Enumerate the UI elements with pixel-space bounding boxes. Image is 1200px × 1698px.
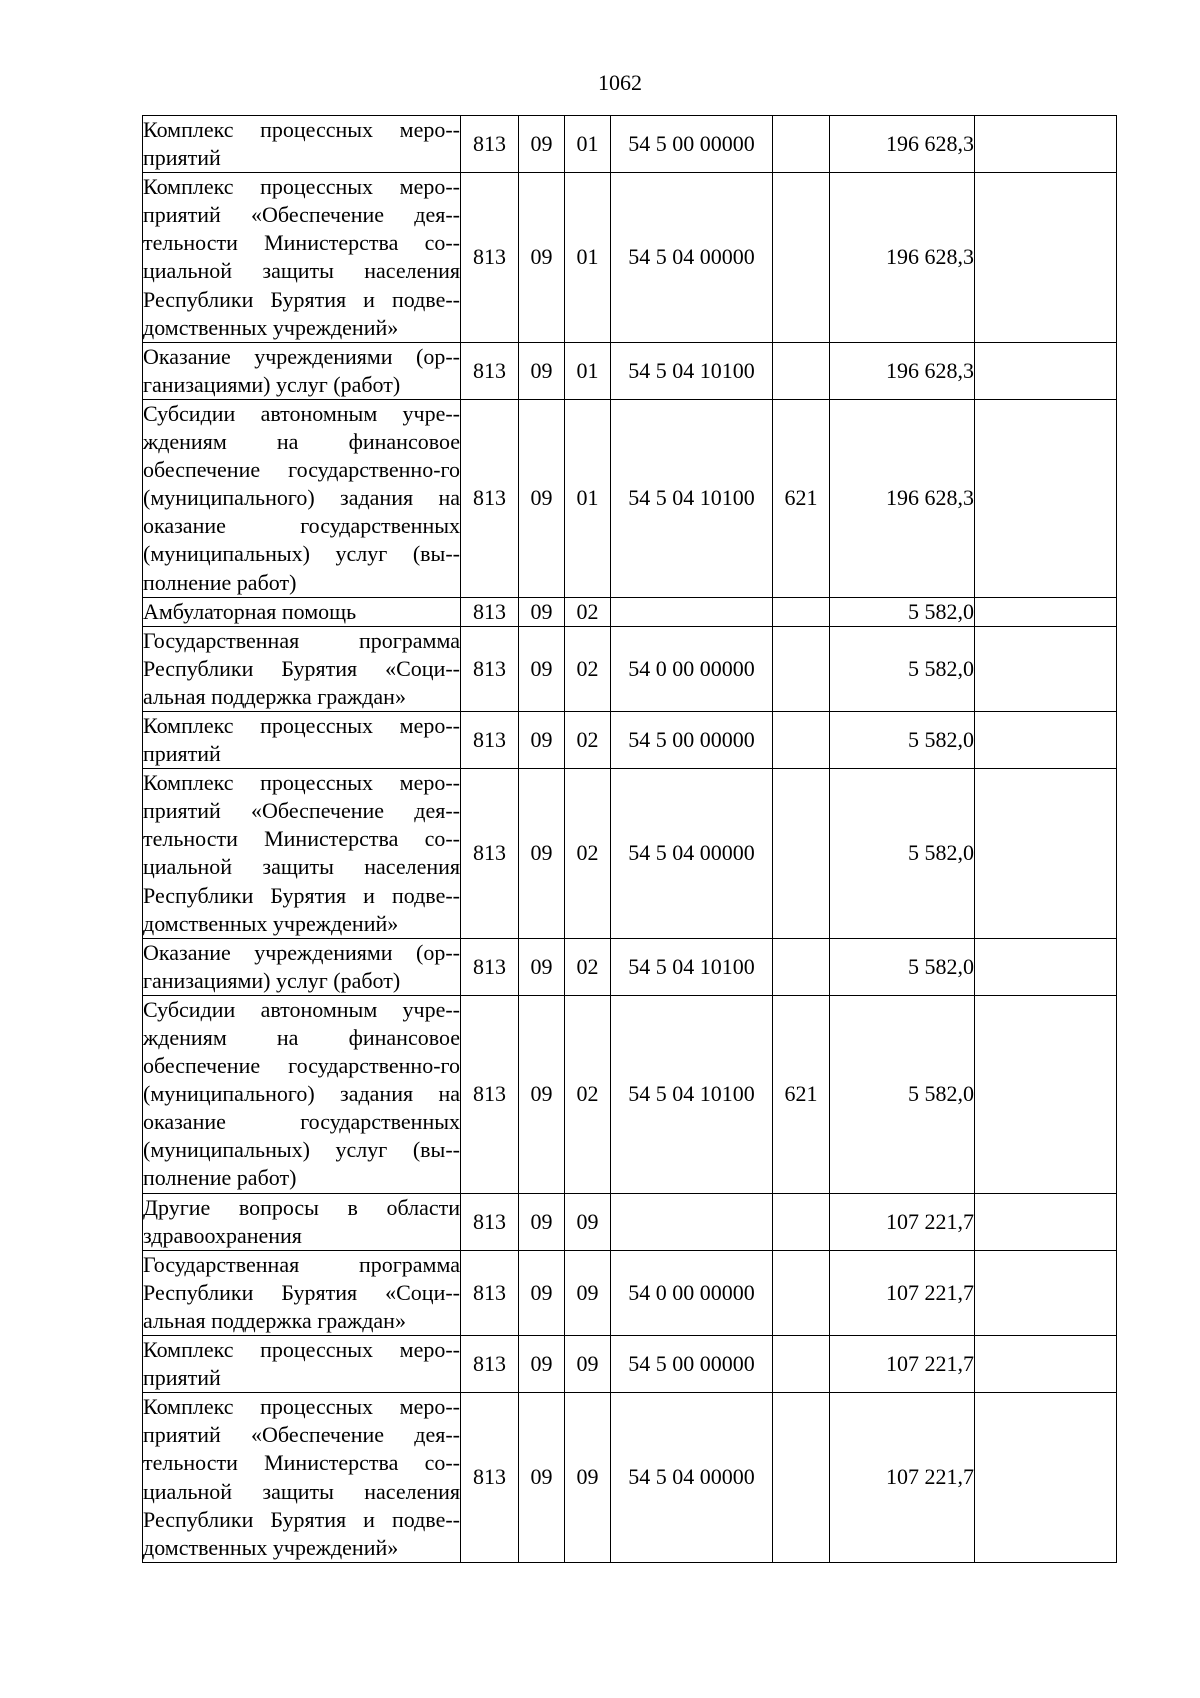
expense-type-cell: [773, 711, 830, 768]
table-row: [143, 342, 1117, 399]
ministry-code-cell: 813: [461, 173, 519, 343]
subsection-code-cell: 01: [565, 342, 611, 399]
table-row: [143, 938, 1117, 995]
target-article-cell: 54 5 04 10100: [611, 399, 773, 597]
table-body: [143, 116, 1117, 1563]
ministry-code-cell: 813: [461, 1393, 519, 1563]
row-name-cell: Комплекс процессных меро-приятий «Обеспечение дея-тельности Министерства со-циальной защиты населения Республики Бурятия и подве-домственных учреждений»: [143, 173, 461, 343]
extra-cell: [975, 1250, 1117, 1335]
target-article-cell: 54 5 04 10100: [611, 938, 773, 995]
expense-type-cell: [773, 626, 830, 711]
section-code-cell: 09: [519, 938, 565, 995]
sum-cell: 5 582,0: [830, 597, 975, 626]
subsection-code-cell: 09: [565, 1336, 611, 1393]
extra-cell: [975, 1336, 1117, 1393]
subsection-code-cell: 09: [565, 1393, 611, 1563]
row-name-cell: Комплекс процессных меро-приятий «Обеспечение дея-тельности Министерства со-циальной защиты населения Республики Бурятия и подве-домственных учреждений»: [143, 769, 461, 939]
target-article-cell: 54 5 04 00000: [611, 1393, 773, 1563]
extra-cell: [975, 173, 1117, 343]
subsection-code-cell: 09: [565, 1250, 611, 1335]
row-name-cell: Оказание учреждениями (ор-ганизациями) услуг (работ): [143, 342, 461, 399]
row-name-cell: Государственная программа Республики Бурятия «Соци-альная поддержка граждан»: [143, 626, 461, 711]
subsection-code-cell: 02: [565, 769, 611, 939]
ministry-code-cell: 813: [461, 769, 519, 939]
ministry-code-cell: 813: [461, 342, 519, 399]
section-code-cell: 09: [519, 1336, 565, 1393]
subsection-code-cell: 02: [565, 597, 611, 626]
expense-type-cell: [773, 1193, 830, 1250]
section-code-cell: 09: [519, 711, 565, 768]
expense-type-cell: 621: [773, 995, 830, 1193]
section-code-cell: 09: [519, 1193, 565, 1250]
target-article-cell: 54 5 04 10100: [611, 342, 773, 399]
row-name-cell: Амбулаторная помощь: [143, 597, 461, 626]
expense-type-cell: [773, 116, 830, 173]
table-row: [143, 995, 1117, 1193]
table-row: [143, 173, 1117, 343]
subsection-code-cell: 02: [565, 938, 611, 995]
subsection-code-cell: 09: [565, 1193, 611, 1250]
sum-cell: 5 582,0: [830, 626, 975, 711]
target-article-cell: 54 5 04 00000: [611, 173, 773, 343]
sum-cell: 196 628,3: [830, 342, 975, 399]
extra-cell: [975, 1393, 1117, 1563]
row-name-cell: Оказание учреждениями (ор-ганизациями) услуг (работ): [143, 938, 461, 995]
expense-type-cell: 621: [773, 399, 830, 597]
expense-type-cell: [773, 1393, 830, 1563]
target-article-cell: [611, 1193, 773, 1250]
section-code-cell: 09: [519, 597, 565, 626]
extra-cell: [975, 399, 1117, 597]
budget-table: [142, 115, 1117, 1563]
target-article-cell: [611, 597, 773, 626]
sum-cell: 196 628,3: [830, 116, 975, 173]
ministry-code-cell: 813: [461, 1193, 519, 1250]
section-code-cell: 09: [519, 626, 565, 711]
section-code-cell: 09: [519, 1393, 565, 1563]
table-row: [143, 597, 1117, 626]
ministry-code-cell: 813: [461, 711, 519, 768]
expense-type-cell: [773, 938, 830, 995]
sum-cell: 5 582,0: [830, 711, 975, 768]
extra-cell: [975, 769, 1117, 939]
expense-type-cell: [773, 1250, 830, 1335]
sum-cell: 107 221,7: [830, 1393, 975, 1563]
expense-type-cell: [773, 1336, 830, 1393]
sum-cell: 107 221,7: [830, 1250, 975, 1335]
extra-cell: [975, 597, 1117, 626]
sum-cell: 5 582,0: [830, 769, 975, 939]
table-row: [143, 626, 1117, 711]
ministry-code-cell: 813: [461, 995, 519, 1193]
page-number: 1062: [598, 70, 642, 95]
section-code-cell: 09: [519, 342, 565, 399]
section-code-cell: 09: [519, 399, 565, 597]
extra-cell: [975, 1193, 1117, 1250]
expense-type-cell: [773, 769, 830, 939]
sum-cell: 107 221,7: [830, 1193, 975, 1250]
extra-cell: [975, 995, 1117, 1193]
subsection-code-cell: 01: [565, 399, 611, 597]
target-article-cell: 54 5 00 00000: [611, 711, 773, 768]
row-name-cell: Субсидии автономным учре-ждениям на финансовое обеспечение государственно-го (муниципального) задания на оказание государственных (муниципальных) услуг (вы-полнение работ): [143, 399, 461, 597]
ministry-code-cell: 813: [461, 938, 519, 995]
row-name-cell: Государственная программа Республики Бурятия «Соци-альная поддержка граждан»: [143, 1250, 461, 1335]
row-name-cell: Комплекс процессных меро-приятий «Обеспечение дея-тельности Министерства со-циальной защиты населения Республики Бурятия и подве-домственных учреждений»: [143, 1393, 461, 1563]
row-name-cell: Субсидии автономным учре-ждениям на финансовое обеспечение государственно-го (муниципального) задания на оказание государственных (муниципальных) услуг (вы-полнение работ): [143, 995, 461, 1193]
table-row: [143, 1393, 1117, 1563]
table-row: [143, 399, 1117, 597]
section-code-cell: 09: [519, 995, 565, 1193]
target-article-cell: 54 5 04 00000: [611, 769, 773, 939]
row-name-cell: Комплекс процессных меро-приятий: [143, 116, 461, 173]
expense-type-cell: [773, 597, 830, 626]
subsection-code-cell: 01: [565, 116, 611, 173]
target-article-cell: 54 5 04 10100: [611, 995, 773, 1193]
sum-cell: 196 628,3: [830, 399, 975, 597]
section-code-cell: 09: [519, 173, 565, 343]
extra-cell: [975, 342, 1117, 399]
extra-cell: [975, 938, 1117, 995]
section-code-cell: 09: [519, 1250, 565, 1335]
row-name-cell: Другие вопросы в области здравоохранения: [143, 1193, 461, 1250]
section-code-cell: 09: [519, 116, 565, 173]
table-row: [143, 116, 1117, 173]
ministry-code-cell: 813: [461, 399, 519, 597]
expense-type-cell: [773, 173, 830, 343]
subsection-code-cell: 02: [565, 995, 611, 1193]
table-row: [143, 1193, 1117, 1250]
target-article-cell: 54 0 00 00000: [611, 626, 773, 711]
ministry-code-cell: 813: [461, 626, 519, 711]
ministry-code-cell: 813: [461, 116, 519, 173]
extra-cell: [975, 116, 1117, 173]
table-row: [143, 769, 1117, 939]
ministry-code-cell: 813: [461, 1336, 519, 1393]
target-article-cell: 54 5 00 00000: [611, 116, 773, 173]
subsection-code-cell: 02: [565, 626, 611, 711]
target-article-cell: 54 5 00 00000: [611, 1336, 773, 1393]
section-code-cell: 09: [519, 769, 565, 939]
table-row: [143, 711, 1117, 768]
row-name-cell: Комплекс процессных меро-приятий: [143, 711, 461, 768]
extra-cell: [975, 711, 1117, 768]
sum-cell: 196 628,3: [830, 173, 975, 343]
subsection-code-cell: 01: [565, 173, 611, 343]
sum-cell: 5 582,0: [830, 995, 975, 1193]
ministry-code-cell: 813: [461, 597, 519, 626]
subsection-code-cell: 02: [565, 711, 611, 768]
table-row: [143, 1336, 1117, 1393]
extra-cell: [975, 626, 1117, 711]
target-article-cell: 54 0 00 00000: [611, 1250, 773, 1335]
sum-cell: 5 582,0: [830, 938, 975, 995]
sum-cell: 107 221,7: [830, 1336, 975, 1393]
table-row: [143, 1250, 1117, 1335]
ministry-code-cell: 813: [461, 1250, 519, 1335]
expense-type-cell: [773, 342, 830, 399]
row-name-cell: Комплекс процессных меро-приятий: [143, 1336, 461, 1393]
